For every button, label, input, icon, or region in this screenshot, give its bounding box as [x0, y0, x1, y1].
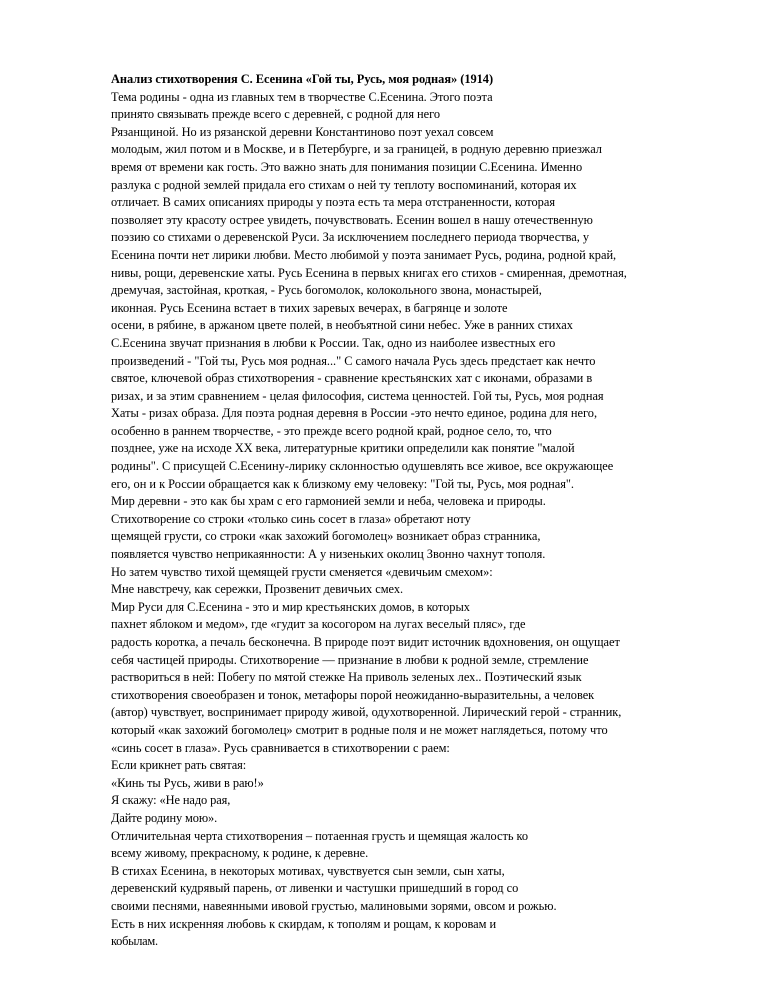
text-line: Мне навстречу, как сережки, Прозвенит девичьих смех.: [111, 582, 404, 597]
text-line: Рязанщиной. Но из рязанской деревни Константиново поэт уехал совсем: [111, 124, 494, 139]
text-line: молодым, жил потом и в Москве, и в Петербурге, и за границей, в родную деревню приезжал: [111, 142, 602, 157]
text-line: себя частицей природы. Стихотворение — признание в любви к родной земле, стремление: [111, 652, 589, 667]
text-line: Мир деревни - это как бы храм с его гармонией земли и неба, человека и природы.: [111, 494, 546, 509]
text-line: своими песнями, навеянными ивовой грустью, малиновыми зорями, овсом и рожью.: [111, 898, 557, 913]
text-line: раствориться в ней: Побегу по мятой стежке На приволь зеленых лех.. Поэтический язык: [111, 670, 582, 685]
text-line: дремучая, застойная, кроткая, - Русь богомолок, колокольного звона, монастырей,: [111, 283, 542, 298]
text-line: радость коротка, а печаль бесконечна. В природе поэт видит источник вдохновения, он ощущает: [111, 635, 620, 649]
text-line: время от времени как гость. Это важно знать для понимания позиции С.Есенина. Именно: [111, 159, 583, 174]
text-line: Есенина почти нет лирики любви. Место любимой у поэта занимает Русь, родина, родной край,: [111, 247, 617, 262]
text-line: который «как захожий богомолец» смотрит в родные поля и не может наглядеться, потому что: [111, 722, 608, 737]
text-line: всему живому, прекрасному, к родине, к деревне.: [111, 846, 369, 861]
text-line: принято связывать прежде всего с деревней, с родной для него: [111, 107, 441, 122]
text-line: родины". С присущей С.Есенину-лирику склонностью одушевлять все живое, все окружающее: [111, 459, 614, 474]
text-line: С.Есенина звучат признания в любви к России. Так, одно из наиболее известных его: [111, 335, 556, 350]
text-line: его, он и к России обращается как к близкому ему человеку: "Гой ты, Русь, моя родная".: [111, 476, 575, 491]
text-line: Отличительная черта стихотворения – потаенная грусть и щемящая жалость ко: [111, 828, 529, 843]
text-line: Дайте родину мою».: [111, 810, 218, 825]
text-line: осени, в рябине, в аржаном цвете полей, в необъятной сини небес. Уже в ранних стихах: [111, 318, 573, 333]
text-line: Тема родины - одна из главных тем в творчестве С.Есенина. Этого поэта: [111, 89, 493, 104]
text-line: Я скажу: «Не надо рая,: [111, 793, 231, 808]
document-title: Анализ стихотворения С. Есенина «Гой ты, Русь, моя родная» (1914): [111, 72, 494, 86]
text-line: (автор) чувствует, воспринимает природу живой, одухотворенной. Лирический герой - странник,: [111, 705, 622, 720]
text-line: появляется чувство неприкаянности: А у низеньких околиц Звонно чахнут тополя.: [111, 547, 546, 562]
document-page: [111, 71, 711, 951]
text-line: особенно в раннем творчестве, - это прежде всего родной край, родное село, то, что: [111, 423, 552, 438]
text-line: стихотворения своеобразен и тонок, метафоры порой неожиданно-выразительны, а человек: [111, 687, 595, 702]
text-line: деревенский кудрявый парень, от ливенки и частушки пришедший в город со: [111, 881, 519, 896]
text-line: святое, ключевой образ стихотворения - сравнение крестьянских хат с иконами, образами в: [111, 371, 593, 386]
text-line: позволяет эту красоту острее увидеть, почувствовать. Есенин вошел в нашу отечественную: [111, 212, 593, 227]
text-line: Мир Руси для С.Есенина - это и мир крестьянских домов, в которых: [111, 599, 470, 614]
text-line: Есть в них искренняя любовь к скирдам, к тополям и рощам, к коровам и: [111, 916, 497, 931]
text-line: В стихах Есенина, в некоторых мотивах, чувствуется сын земли, сын хаты,: [111, 863, 505, 878]
text-line: позднее, уже на исходе XX века, литературные критики определили как понятие "малой: [111, 441, 575, 456]
text-line: нивы, рощи, деревенские хаты. Русь Есенина в первых книгах его стихов - смиренная, дремотная,: [111, 265, 627, 280]
text-line: Если крикнет рать святая:: [111, 758, 247, 773]
text-line: иконная. Русь Есенина встает в тихих заревых вечерах, в багрянце и золоте: [111, 300, 508, 315]
text-line: пахнет яблоком и медом», где «гудит за косогором на лугах веселый пляс», где: [111, 617, 526, 632]
text-line: ризах, и за этим сравнением - целая философия, система ценностей. Гой ты, Русь, моя родная: [111, 388, 604, 403]
text-line: щемящей грусти, со строки «как захожий богомолец» возникает образ странника,: [111, 529, 541, 544]
text-line: кобылам.: [111, 934, 158, 949]
text-line: Стихотворение со строки «только синь сосет в глаза» обретают ноту: [111, 511, 471, 526]
text-line: «синь сосет в глаза». Русь сравнивается в стихотворении с раем:: [111, 740, 450, 755]
text-line: Хаты - ризах образа. Для поэта родная деревня в России -это нечто единое, родина для него,: [111, 406, 598, 421]
document-body: [111, 89, 711, 951]
text-line: «Кинь ты Русь, живи в раю!»: [111, 775, 264, 790]
text-line: отличает. В самих описаниях природы у поэта есть та мера отстраненности, которая: [111, 195, 555, 210]
text-line: поэзию со стихами о деревенской Руси. За исключением последнего периода творчества, у: [111, 230, 590, 245]
text-line: произведений - "Гой ты, Русь моя родная..." С самого начала Русь здесь предстает как нечто: [111, 353, 596, 368]
text-line: Но затем чувство тихой щемящей грусти сменяется «девичьим смехом»:: [111, 564, 493, 579]
text-line: разлука с родной землей придала его стихам о ней ту теплоту воспоминаний, которая их: [111, 177, 577, 192]
